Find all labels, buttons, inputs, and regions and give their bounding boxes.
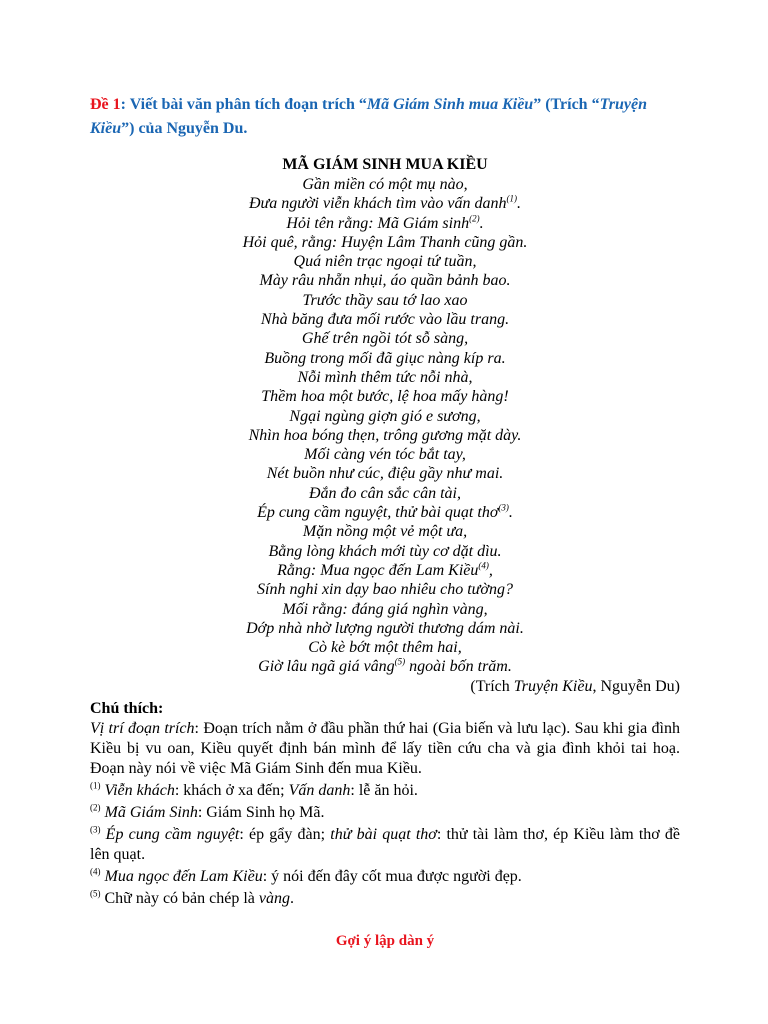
poem-line-text: Mối càng vén tóc bắt tay, — [304, 446, 466, 464]
footnotes — [90, 781, 680, 909]
footnote-text: : Giám Sinh họ Mã. — [197, 803, 325, 821]
footnote-marker: (4) — [478, 560, 489, 571]
poem-line-text: Trước thầy sau tớ lao xao — [302, 291, 468, 309]
poem-line — [90, 503, 680, 522]
source-open: (Trích — [470, 677, 514, 695]
document-page — [90, 93, 680, 951]
footnote — [90, 825, 680, 865]
footnote-text: : ý nói đến đây cốt mua được người đẹp. — [262, 867, 522, 885]
poem-line — [90, 657, 680, 676]
poem-body — [90, 175, 680, 677]
poem-line — [90, 580, 680, 599]
poem-line — [90, 407, 680, 426]
poem-line — [90, 368, 680, 387]
footnote-term: Ép cung cầm nguyệt — [105, 825, 240, 843]
poem-line-tail: . — [479, 214, 484, 232]
poem-line-text: Thềm hoa một bước, lệ hoa mấy hàng! — [261, 388, 509, 406]
poem-line — [90, 194, 680, 213]
poem-line-text: Sính nghi xin dạy bao nhiêu cho tường? — [257, 581, 513, 599]
poem-source — [90, 677, 680, 697]
notes-heading: Chú thích: — [90, 699, 164, 717]
poem-line-text: Buồng trong mối đã giục nàng kíp ra. — [264, 349, 506, 367]
outline-heading: Gợi ý lập dàn ý — [335, 932, 435, 949]
poem-line — [90, 271, 680, 290]
poem-line-text: Quá niên trạc ngoại tứ tuần, — [293, 253, 477, 271]
poem-line — [90, 522, 680, 541]
poem-line-text: Hỏi quê, rằng: Huyện Lâm Thanh cũng gần. — [242, 233, 528, 251]
poem-line-tail: ngoài bốn trăm. — [405, 658, 512, 676]
poem-line — [90, 426, 680, 445]
footnote-marker: (5) — [394, 657, 406, 668]
poem-line-text: Mày râu nhẵn nhụi, áo quần bảnh bao. — [259, 272, 511, 290]
poem-line — [90, 542, 680, 561]
footnote-number: (1) — [90, 780, 101, 791]
note-position-text: : Đoạn trích nằm ở đầu phần thứ hai (Gia biến và lưu lạc). Sau khi gia đình Kiều bị vu oan, Kiều quyết định bán mình để lấy tiền cứu cha và gia đình khỏi tai hoạ. Đoạn này nói về việc Mã Giám Sinh đến mua Kiều. — [90, 719, 681, 777]
poem-line — [90, 349, 680, 368]
poem-line — [90, 561, 680, 580]
poem-line-text: Giờ lâu ngã giá vâng — [258, 658, 395, 676]
footnote-marker: (2) — [469, 213, 480, 224]
prompt-text-after: ”) của Nguyễn Du. — [121, 120, 248, 137]
poem-line — [90, 600, 680, 619]
poem-title: MÃ GIÁM SINH MUA KIỀU — [282, 156, 488, 173]
footnote — [90, 867, 680, 887]
footnote — [90, 889, 680, 909]
poem-line — [90, 329, 680, 348]
prompt-book-title: Truyện Kiều — [90, 96, 647, 137]
poem-line-text: Nhìn hoa bóng thẹn, trông gương mặt dày. — [248, 426, 522, 444]
poem-line-text: Hỏi tên rằng: Mã Giám sinh — [286, 214, 470, 232]
footnote-term: vàng — [258, 889, 291, 907]
poem-line — [90, 252, 680, 271]
poem-line-tail: . — [508, 504, 513, 522]
footnote — [90, 803, 680, 823]
poem-line — [90, 310, 680, 329]
source-book: Truyện Kiều — [513, 677, 593, 695]
footnote-marker: (1) — [506, 193, 517, 204]
poem-line — [90, 175, 680, 194]
footnote-marker: (3) — [498, 502, 509, 513]
poem-line — [90, 445, 680, 464]
footnote-term: thử bài quạt thơ — [330, 825, 437, 843]
poem-line — [90, 484, 680, 503]
poem-line-text: Nỗi mình thêm tức nỗi nhà, — [297, 368, 473, 386]
poem-line — [90, 291, 680, 310]
poem-line-tail: . — [517, 195, 521, 213]
poem-line-text: Gần miền có một mụ nào, — [302, 176, 468, 193]
footnote-text: : ép gẩy đàn; — [239, 825, 331, 843]
footnote-number: (3) — [90, 824, 101, 835]
poem-line-text: Bằng lòng khách mới tùy cơ dặt dìu. — [268, 542, 502, 560]
poem-line-text: Mối rằng: đáng giá nghìn vàng, — [282, 600, 488, 618]
poem-line-text: Đắn đo cân sắc cân tài, — [309, 484, 461, 502]
poem-line — [90, 387, 680, 406]
footnote-number: (2) — [90, 802, 101, 813]
poem-line-text: Mặn nồng một vẻ một ưa, — [302, 523, 468, 541]
poem-line-text: Nét buồn như cúc, điệu gầy như mai. — [266, 465, 504, 483]
footnote-term: Mã Giám Sinh — [104, 803, 198, 821]
source-close: , Nguyễn Du) — [592, 677, 680, 695]
footnote-number: (5) — [90, 888, 101, 899]
essay-prompt — [90, 93, 680, 141]
poem-line — [90, 638, 680, 657]
footnote-term: Viễn khách — [104, 781, 175, 799]
poem-line — [90, 214, 680, 233]
prompt-colon: : — [120, 96, 126, 113]
poem-line — [90, 464, 680, 483]
footnote-term: Vấn danh — [288, 781, 351, 799]
poem-line-text: Nhà băng đưa mối rước vào lầu trang. — [260, 311, 510, 329]
footnote-text: Chữ này có bản chép là — [104, 889, 259, 907]
prompt-text-before: Viết bài văn phân tích đoạn trích “ — [125, 96, 367, 113]
note-position — [90, 719, 680, 779]
poem-line-text: Ngại ngùng giợn gió e sương, — [289, 407, 481, 425]
footnote-text: . — [290, 889, 295, 907]
poem-line-tail: , — [488, 561, 493, 579]
note-position-term: Vị trí đoạn trích — [90, 719, 195, 737]
poem-line-text: Ghế trên ngồi tót sỗ sàng, — [301, 330, 469, 348]
footnote-term: Mua ngọc đến Lam Kiều — [104, 867, 263, 885]
footnote — [90, 781, 680, 801]
prompt-text-middle: ” (Trích “ — [533, 96, 600, 113]
poem-line-text: Dớp nhà nhờ lượng người thương dám nài. — [246, 619, 524, 637]
poem-line — [90, 619, 680, 638]
footnote-number: (4) — [90, 866, 101, 877]
footnote-text: : lễ ăn hỏi. — [350, 781, 418, 799]
prompt-label: Đề 1 — [90, 96, 121, 113]
poem-line-text: Cò kè bớt một thêm hai, — [308, 639, 462, 657]
poem-line-text: Rằng: Mua ngọc đến Lam Kiều — [277, 561, 479, 579]
prompt-excerpt-title: Mã Giám Sinh mua Kiều — [366, 96, 534, 113]
footnote-text: : thử tài làm thơ, ép Kiều làm thơ đề lên quạt. — [90, 825, 681, 863]
poem-line-text: Ép cung cầm nguyệt, thử bài quạt thơ — [257, 504, 499, 522]
poem-line — [90, 233, 680, 252]
poem-line-text: Đưa người viễn khách tìm vào vấn danh — [249, 195, 507, 213]
footnote-text: : khách ở xa đến; — [174, 781, 289, 799]
